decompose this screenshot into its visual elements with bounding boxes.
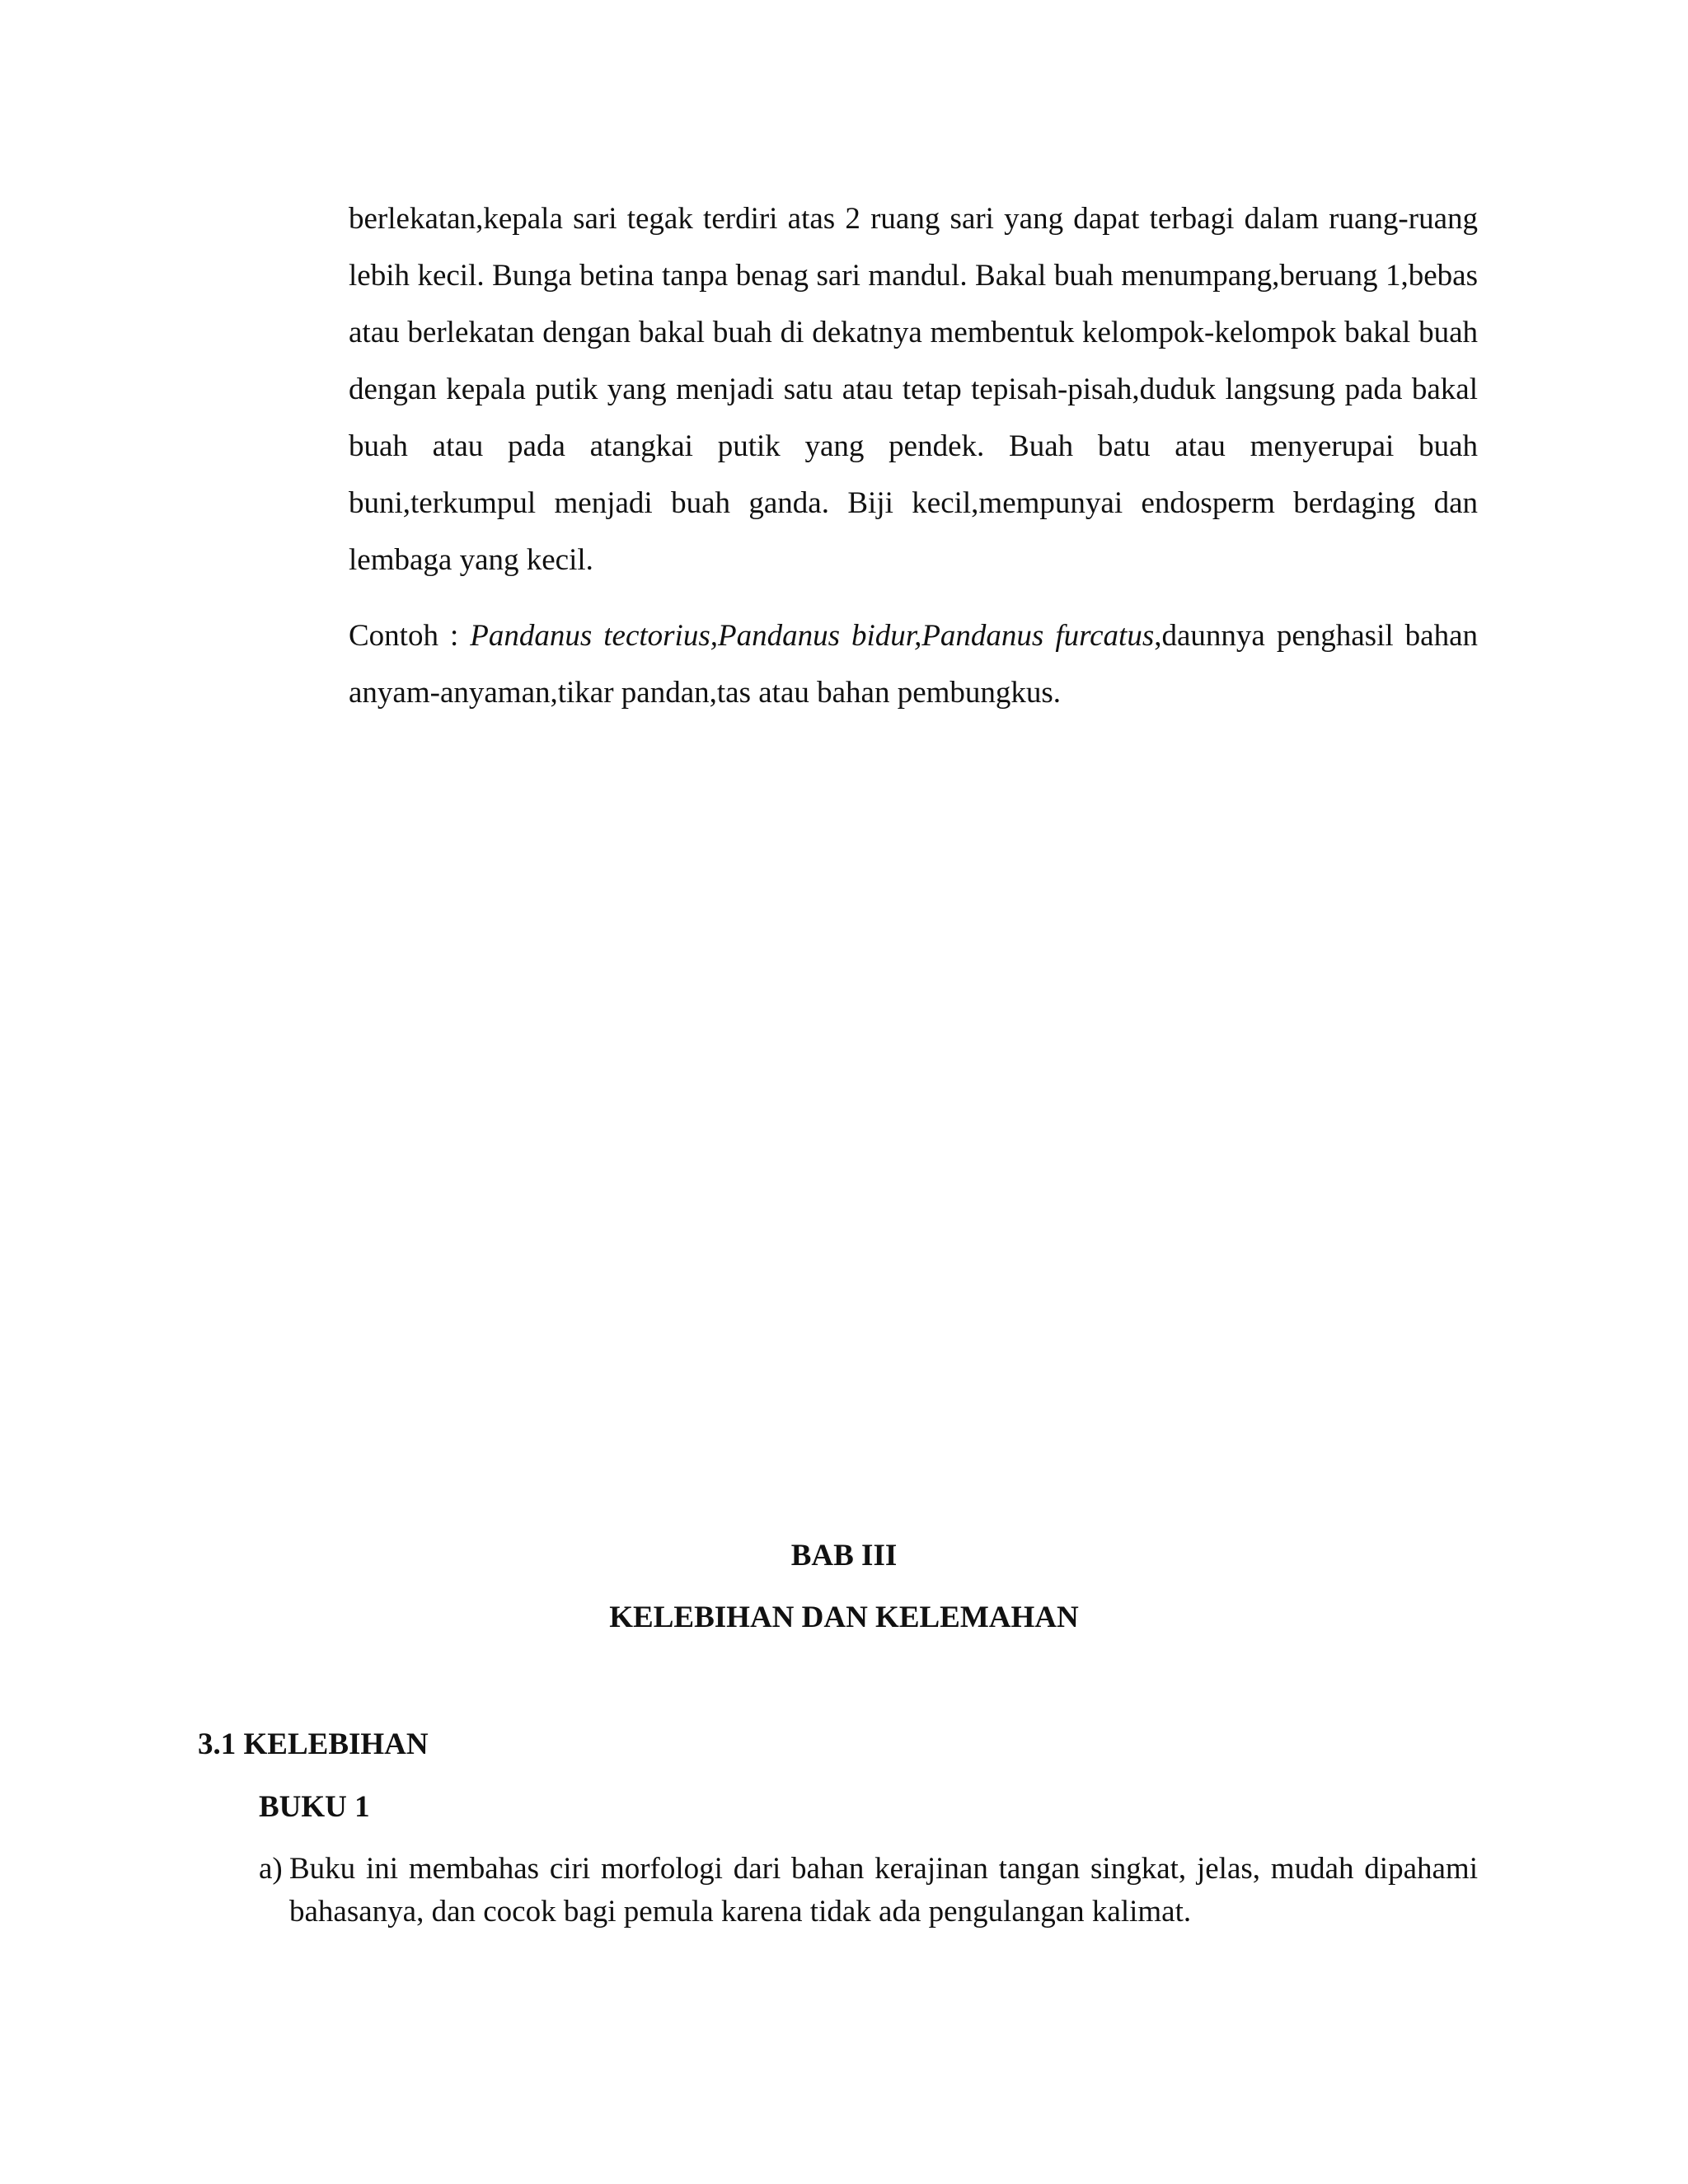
chapter-number: BAB III <box>790 1539 898 1572</box>
list-item <box>259 1848 1478 1933</box>
advantages-list <box>259 1848 1478 1933</box>
example-description: ,daunnya penghasil bahan anyam-anyaman,tikar pandan,tas atau bahan pembungkus. <box>349 619 1478 710</box>
list-item-marker: a) <box>259 1852 283 1886</box>
section-heading: 3.1 KELEBIHAN <box>198 1727 429 1761</box>
list-item-text: Buku ini membahas ciri morfologi dari bahan kerajinan tangan singkat, jelas, mudah dipahami bahasanya, dan cocok bagi pemula karena tidak ada pengulangan kalimat. <box>289 1852 1478 1929</box>
example-lead: Contoh : <box>349 619 471 653</box>
example-species-names: Pandanus tectorius,Pandanus bidur,Pandanus furcatus <box>470 619 1155 653</box>
body-paragraph-2 <box>349 607 1478 721</box>
chapter-title: KELEBIHAN DAN KELEMAHAN <box>609 1601 1079 1634</box>
body-paragraph-1: berlekatan,kepala sari tegak terdiri atas 2 ruang sari yang dapat terbagi dalam ruang-ruang lebih kecil. Bunga betina tanpa benag sari mandul. Bakal buah menumpang,beruang 1,bebas atau berlekatan dengan bakal buah di dekatnya membentuk kelompok-kelompok bakal buah dengan kepala putik yang menjadi satu atau tetap tepisah-pisah,duduk langsung pada bakal buah atau pada atangkai putik yang pendek. Buah batu atau menyerupai buah buni,terkumpul menjadi buah ganda. Biji kecil,mempunyai endosperm berdaging dan lembaga yang kecil. <box>349 202 1478 577</box>
subsection-heading: BUKU 1 <box>259 1790 370 1824</box>
